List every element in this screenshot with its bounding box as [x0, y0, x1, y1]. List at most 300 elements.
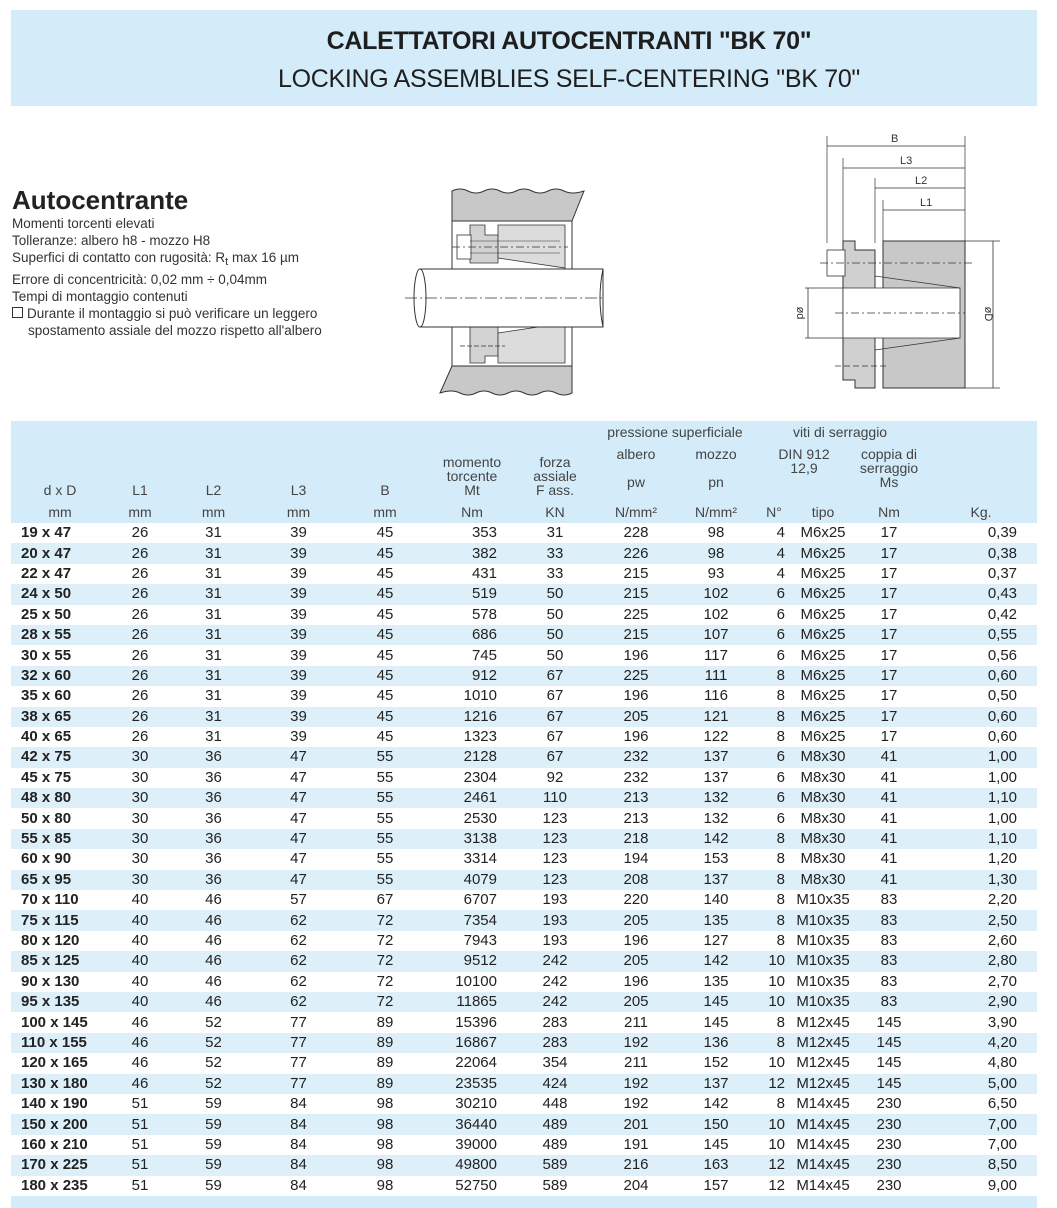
cell-kg: 2,90 [925, 992, 1037, 1012]
cell-l2: 59 [171, 1094, 256, 1114]
cell-fass: 33 [515, 564, 595, 584]
table-row [11, 605, 1037, 625]
cell-l2: 52 [171, 1053, 256, 1073]
cell-l3: 47 [256, 768, 341, 788]
cell-kg: 2,70 [925, 972, 1037, 992]
cell-mt: 912 [429, 666, 515, 686]
cell-pw: 201 [595, 1114, 677, 1134]
table-row [11, 992, 1037, 1012]
cell-b: 72 [341, 972, 429, 992]
cell-kg: 1,00 [925, 768, 1037, 788]
cell-b: 45 [341, 564, 429, 584]
cell-l1: 30 [109, 849, 171, 869]
cell-mt: 11865 [429, 992, 515, 1012]
cell-b: 45 [341, 625, 429, 645]
table-row [11, 972, 1037, 992]
cell-tipo: M12x45 [793, 1033, 853, 1053]
cell-fass: 589 [515, 1176, 595, 1196]
cell-kg: 7,00 [925, 1114, 1037, 1134]
cell-pw: 225 [595, 666, 677, 686]
cell-l3: 57 [256, 890, 341, 910]
cell-b: 72 [341, 951, 429, 971]
cell-pw: 220 [595, 890, 677, 910]
cell-ms: 17 [853, 625, 925, 645]
cell-b: 98 [341, 1094, 429, 1114]
cell-n: 4 [755, 543, 793, 563]
cell-pn: 93 [677, 564, 755, 584]
cell-mt: 1216 [429, 707, 515, 727]
cell-kg: 1,10 [925, 829, 1037, 849]
cell-l2: 46 [171, 951, 256, 971]
cell-n: 10 [755, 951, 793, 971]
cell-l3: 39 [256, 645, 341, 665]
col-header-dxd: d x D [11, 443, 109, 500]
cell-l3: 84 [256, 1094, 341, 1114]
cell-pw: 205 [595, 992, 677, 1012]
cell-mt: 36440 [429, 1114, 515, 1134]
cell-ms: 230 [853, 1114, 925, 1134]
cell-l1: 51 [109, 1176, 171, 1196]
cell-fass: 283 [515, 1033, 595, 1053]
cell-b: 45 [341, 645, 429, 665]
cell-tipo: M6x25 [793, 707, 853, 727]
cell-n: 12 [755, 1176, 793, 1196]
cell-l3: 62 [256, 992, 341, 1012]
cell-n: 8 [755, 870, 793, 890]
cell-kg: 3,90 [925, 1012, 1037, 1032]
cell-l2: 46 [171, 992, 256, 1012]
cell-l2: 31 [171, 584, 256, 604]
cell-ms: 145 [853, 1053, 925, 1073]
cell-dxd: 95 x 135 [11, 992, 109, 1012]
unit-l2: mm [171, 500, 256, 523]
cell-tipo: M10x35 [793, 992, 853, 1012]
cell-pn: 132 [677, 788, 755, 808]
cell-n: 4 [755, 564, 793, 584]
cell-dxd: 50 x 80 [11, 808, 109, 828]
cell-fass: 354 [515, 1053, 595, 1073]
cell-kg: 4,80 [925, 1053, 1037, 1073]
table-row [11, 1012, 1037, 1032]
cell-tipo: M6x25 [793, 625, 853, 645]
cell-fass: 448 [515, 1094, 595, 1114]
cell-ms: 145 [853, 1033, 925, 1053]
product-heading: Autocentrante [12, 185, 189, 215]
dim-label-l1: L1 [920, 197, 933, 209]
cell-l2: 46 [171, 931, 256, 951]
cell-pn: 137 [677, 1074, 755, 1094]
cell-dxd: 19 x 47 [11, 523, 109, 543]
cell-mt: 519 [429, 584, 515, 604]
unit-l1: mm [109, 500, 171, 523]
cell-b: 55 [341, 829, 429, 849]
cell-ms: 230 [853, 1135, 925, 1155]
cell-l3: 77 [256, 1012, 341, 1032]
table-row [11, 1135, 1037, 1155]
cell-tipo: M10x35 [793, 931, 853, 951]
group-header-pressure: pressione superficiale [595, 421, 755, 443]
unit-n: N° [755, 500, 793, 523]
cell-fass: 424 [515, 1074, 595, 1094]
cell-l2: 36 [171, 849, 256, 869]
cell-mt: 15396 [429, 1012, 515, 1032]
col-header-mt: momento torcente Mt [429, 443, 515, 500]
cell-tipo: M6x25 [793, 645, 853, 665]
cell-tipo: M8x30 [793, 870, 853, 890]
cell-n: 10 [755, 1114, 793, 1134]
cell-l3: 47 [256, 747, 341, 767]
table-row [11, 645, 1037, 665]
cell-n: 8 [755, 890, 793, 910]
cell-pw: 204 [595, 1176, 677, 1196]
cell-b: 45 [341, 727, 429, 747]
cell-tipo: M12x45 [793, 1053, 853, 1073]
cell-n: 10 [755, 1135, 793, 1155]
table-row [11, 1074, 1037, 1094]
cell-mt: 9512 [429, 951, 515, 971]
cell-l2: 52 [171, 1033, 256, 1053]
cell-b: 72 [341, 910, 429, 930]
cell-pn: 153 [677, 849, 755, 869]
cell-ms: 230 [853, 1176, 925, 1196]
cell-fass: 242 [515, 951, 595, 971]
cell-b: 45 [341, 686, 429, 706]
cell-pn: 142 [677, 1094, 755, 1114]
table-row [11, 808, 1037, 828]
cell-l1: 30 [109, 870, 171, 890]
cell-l2: 36 [171, 768, 256, 788]
cell-mt: 52750 [429, 1176, 515, 1196]
cell-l1: 40 [109, 972, 171, 992]
cell-fass: 589 [515, 1155, 595, 1175]
cell-b: 45 [341, 707, 429, 727]
cell-tipo: M14x45 [793, 1114, 853, 1134]
dim-label-d: ød [794, 306, 806, 320]
cell-l2: 46 [171, 910, 256, 930]
cell-pw: 211 [595, 1012, 677, 1032]
cell-l1: 26 [109, 727, 171, 747]
cell-tipo: M8x30 [793, 808, 853, 828]
note-line: spostamento assiale del mozzo rispetto all'albero [28, 323, 322, 338]
cell-tipo: M6x25 [793, 727, 853, 747]
col-header-l3: L3 [256, 443, 341, 500]
cell-pn: 145 [677, 992, 755, 1012]
feature-line: Tempi di montaggio contenuti [12, 289, 188, 304]
cell-mt: 382 [429, 543, 515, 563]
cell-l2: 36 [171, 870, 256, 890]
cell-mt: 4079 [429, 870, 515, 890]
cell-ms: 41 [853, 849, 925, 869]
cell-l3: 47 [256, 849, 341, 869]
cell-fass: 50 [515, 584, 595, 604]
cell-pw: 213 [595, 808, 677, 828]
cell-pw: 218 [595, 829, 677, 849]
cell-pn: 98 [677, 543, 755, 563]
table-row [11, 910, 1037, 930]
cell-mt: 3314 [429, 849, 515, 869]
cell-dxd: 40 x 65 [11, 727, 109, 747]
cell-tipo: M12x45 [793, 1074, 853, 1094]
cell-pn: 145 [677, 1012, 755, 1032]
cell-mt: 353 [429, 523, 515, 543]
cell-b: 55 [341, 808, 429, 828]
cell-kg: 2,50 [925, 910, 1037, 930]
cell-pn: 107 [677, 625, 755, 645]
cell-kg: 1,20 [925, 849, 1037, 869]
cell-pn: 127 [677, 931, 755, 951]
cell-fass: 31 [515, 523, 595, 543]
cell-b: 45 [341, 523, 429, 543]
cell-n: 12 [755, 1155, 793, 1175]
unit-ms: Nm [853, 500, 925, 523]
cell-fass: 123 [515, 849, 595, 869]
cell-mt: 10100 [429, 972, 515, 992]
cell-pn: 98 [677, 523, 755, 543]
cell-ms: 83 [853, 972, 925, 992]
cell-ms: 17 [853, 727, 925, 747]
cell-pn: 142 [677, 951, 755, 971]
cell-n: 12 [755, 1074, 793, 1094]
cell-n: 6 [755, 788, 793, 808]
cell-l1: 40 [109, 910, 171, 930]
feature-line: Momenti torcenti elevati [12, 216, 155, 231]
cell-dxd: 45 x 75 [11, 768, 109, 788]
cell-dxd: 160 x 210 [11, 1135, 109, 1155]
cell-n: 8 [755, 910, 793, 930]
cell-dxd: 170 x 225 [11, 1155, 109, 1175]
cell-l3: 39 [256, 523, 341, 543]
cell-l2: 31 [171, 543, 256, 563]
cell-mt: 3138 [429, 829, 515, 849]
cell-pn: 111 [677, 666, 755, 686]
cell-fass: 67 [515, 666, 595, 686]
cell-pw: 213 [595, 788, 677, 808]
cell-l3: 62 [256, 931, 341, 951]
col-header-l1: L1 [109, 443, 171, 500]
table-row [11, 768, 1037, 788]
cell-l2: 31 [171, 625, 256, 645]
cell-l1: 26 [109, 564, 171, 584]
cell-pn: 102 [677, 584, 755, 604]
cell-fass: 489 [515, 1114, 595, 1134]
cell-ms: 17 [853, 707, 925, 727]
group-header-screws: viti di serraggio [755, 421, 925, 443]
cell-ms: 17 [853, 584, 925, 604]
cell-mt: 7354 [429, 910, 515, 930]
cell-l3: 39 [256, 625, 341, 645]
table-row [11, 564, 1037, 584]
cell-pw: 192 [595, 1033, 677, 1053]
cell-l2: 59 [171, 1155, 256, 1175]
cell-dxd: 110 x 155 [11, 1033, 109, 1053]
cell-l1: 46 [109, 1033, 171, 1053]
cell-n: 8 [755, 1012, 793, 1032]
cell-tipo: M14x45 [793, 1135, 853, 1155]
cell-l3: 62 [256, 951, 341, 971]
cell-pw: 205 [595, 951, 677, 971]
cell-kg: 0,55 [925, 625, 1037, 645]
cell-pn: 152 [677, 1053, 755, 1073]
cell-dxd: 35 x 60 [11, 686, 109, 706]
cell-mt: 6707 [429, 890, 515, 910]
cell-pw: 194 [595, 849, 677, 869]
cell-fass: 110 [515, 788, 595, 808]
col-header-pw: albero pw [595, 443, 677, 500]
cell-pn: 137 [677, 870, 755, 890]
cell-dxd: 80 x 120 [11, 931, 109, 951]
cell-pn: 122 [677, 727, 755, 747]
cell-ms: 230 [853, 1094, 925, 1114]
cell-ms: 145 [853, 1012, 925, 1032]
cell-pn: 116 [677, 686, 755, 706]
cell-fass: 67 [515, 747, 595, 767]
cell-l3: 77 [256, 1033, 341, 1053]
cell-ms: 83 [853, 890, 925, 910]
cell-l1: 51 [109, 1114, 171, 1134]
cell-pw: 205 [595, 707, 677, 727]
cell-pw: 226 [595, 543, 677, 563]
cell-l3: 84 [256, 1155, 341, 1175]
cell-n: 8 [755, 849, 793, 869]
cell-l3: 62 [256, 910, 341, 930]
cell-l3: 39 [256, 564, 341, 584]
cell-l2: 36 [171, 747, 256, 767]
cell-kg: 0,38 [925, 543, 1037, 563]
cell-n: 8 [755, 1033, 793, 1053]
cell-fass: 67 [515, 707, 595, 727]
cell-dxd: 130 x 180 [11, 1074, 109, 1094]
cell-tipo: M6x25 [793, 686, 853, 706]
cell-b: 98 [341, 1155, 429, 1175]
cell-pw: 208 [595, 870, 677, 890]
cell-pw: 211 [595, 1053, 677, 1073]
table-row [11, 890, 1037, 910]
cell-kg: 7,00 [925, 1135, 1037, 1155]
cell-b: 98 [341, 1176, 429, 1196]
cell-ms: 41 [853, 788, 925, 808]
cell-ms: 83 [853, 931, 925, 951]
cell-n: 8 [755, 829, 793, 849]
cell-kg: 0,60 [925, 707, 1037, 727]
col-header-b: B [341, 443, 429, 500]
cell-n: 10 [755, 992, 793, 1012]
cell-fass: 489 [515, 1135, 595, 1155]
cell-pw: 196 [595, 727, 677, 747]
cell-n: 6 [755, 605, 793, 625]
cell-l2: 31 [171, 645, 256, 665]
cell-tipo: M14x45 [793, 1155, 853, 1175]
cell-b: 45 [341, 584, 429, 604]
table-row [11, 849, 1037, 869]
cell-l3: 39 [256, 666, 341, 686]
cell-ms: 41 [853, 829, 925, 849]
cell-l1: 26 [109, 523, 171, 543]
cell-kg: 0,39 [925, 523, 1037, 543]
cell-l3: 77 [256, 1074, 341, 1094]
cell-l3: 39 [256, 605, 341, 625]
title-banner [11, 10, 1037, 106]
cell-dxd: 32 x 60 [11, 666, 109, 686]
cell-dxd: 150 x 200 [11, 1114, 109, 1134]
cell-fass: 242 [515, 992, 595, 1012]
cell-l3: 77 [256, 1053, 341, 1073]
unit-pw: N/mm² [595, 500, 677, 523]
table-row [11, 870, 1037, 890]
cell-tipo: M14x45 [793, 1094, 853, 1114]
table-row [11, 584, 1037, 604]
cell-dxd: 30 x 55 [11, 645, 109, 665]
cell-dxd: 180 x 235 [11, 1176, 109, 1196]
cell-l2: 59 [171, 1176, 256, 1196]
cell-pw: 215 [595, 564, 677, 584]
cell-dxd: 70 x 110 [11, 890, 109, 910]
cell-ms: 83 [853, 992, 925, 1012]
table-row [11, 1033, 1037, 1053]
dim-label-l3: L3 [900, 155, 913, 167]
assembly-section-drawing [400, 183, 605, 398]
cell-pw: 215 [595, 584, 677, 604]
cell-ms: 17 [853, 645, 925, 665]
cell-b: 45 [341, 605, 429, 625]
cell-l2: 31 [171, 523, 256, 543]
cell-pw: 216 [595, 1155, 677, 1175]
cell-b: 55 [341, 768, 429, 788]
cell-ms: 17 [853, 605, 925, 625]
table-row [11, 1176, 1037, 1196]
cell-l1: 26 [109, 686, 171, 706]
cell-kg: 9,00 [925, 1176, 1037, 1196]
cell-mt: 23535 [429, 1074, 515, 1094]
cell-dxd: 55 x 85 [11, 829, 109, 849]
cell-kg: 5,00 [925, 1074, 1037, 1094]
cell-ms: 17 [853, 666, 925, 686]
cell-l2: 31 [171, 727, 256, 747]
cell-dxd: 38 x 65 [11, 707, 109, 727]
table-row [11, 1053, 1037, 1073]
cell-l3: 84 [256, 1176, 341, 1196]
cell-pn: 136 [677, 1033, 755, 1053]
cell-n: 6 [755, 808, 793, 828]
cell-l1: 40 [109, 992, 171, 1012]
cell-l1: 51 [109, 1094, 171, 1114]
cell-l1: 46 [109, 1074, 171, 1094]
cell-n: 10 [755, 1053, 793, 1073]
cell-fass: 242 [515, 972, 595, 992]
table-row [11, 747, 1037, 767]
cell-pw: 191 [595, 1135, 677, 1155]
cell-l2: 52 [171, 1012, 256, 1032]
cell-l1: 40 [109, 951, 171, 971]
cell-kg: 4,20 [925, 1033, 1037, 1053]
cell-kg: 2,60 [925, 931, 1037, 951]
cell-dxd: 60 x 90 [11, 849, 109, 869]
cell-l2: 31 [171, 605, 256, 625]
cell-ms: 41 [853, 870, 925, 890]
cell-tipo: M8x30 [793, 788, 853, 808]
cell-b: 89 [341, 1053, 429, 1073]
title-italian: CALETTATORI AUTOCENTRANTI "BK 70" [326, 27, 812, 55]
col-header-din: DIN 912 12,9 [755, 443, 853, 500]
cell-fass: 50 [515, 625, 595, 645]
table-row [11, 523, 1037, 543]
cell-kg: 8,50 [925, 1155, 1037, 1175]
cell-l3: 39 [256, 707, 341, 727]
cell-mt: 1323 [429, 727, 515, 747]
cell-dxd: 22 x 47 [11, 564, 109, 584]
cell-mt: 49800 [429, 1155, 515, 1175]
col-header-pn: mozzo pn [677, 443, 755, 500]
cell-tipo: M8x30 [793, 849, 853, 869]
